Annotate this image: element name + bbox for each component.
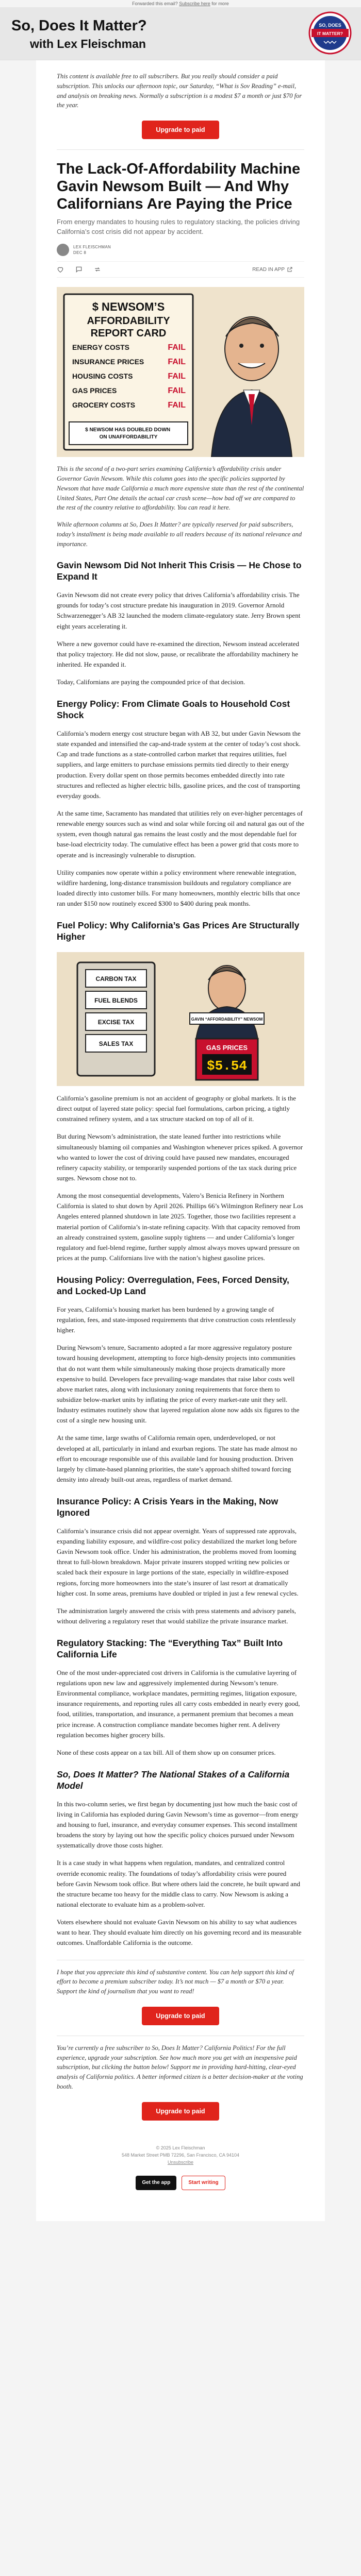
subscribe-link[interactable]: Subscribe here xyxy=(179,1,210,6)
section-heading: Housing Policy: Overregulation, Fees, Forced Density, and Locked-Up Land xyxy=(57,1275,289,1296)
hero-title-line2: AFFORDABILITY xyxy=(87,315,170,327)
comment-icon xyxy=(75,266,83,273)
body-paragraph: California’s gasoline premium is not an accident of geography or global markets. It is the direct output of layered state policy: special fuel formulations, carbon pricing, a tightly constrained refinery system, and a tax structure stacked on top of all of it. xyxy=(57,1094,296,1123)
section-heading: Insurance Policy: A Crisis Years in the Making, Now Ignored xyxy=(57,1496,278,1518)
body-paragraph: During Newsom’s tenure, Sacramento adopted a far more aggressive regulatory posture toward housing development, attempting to force high-density projects into communities that do not want them while simultaneously making those projects dramatically more expensive to build. Developers face prevailing-wage mandates that raise labor costs well above market rates, along with inclusionary zoning requirements that force them to subsidize below-market units by inflating the price of every market-rate unit they sell. Industry estimates routinely show that layered regulation alone now adds six figures to the cost of a single new housing unit. xyxy=(57,1344,300,1425)
read-in-app-label: READ IN APP xyxy=(252,266,285,273)
publication-logo xyxy=(308,11,352,55)
hero-bottom-line: $ NEWSOM HAS DOUBLED DOWN ON UNAFFORDABILITY xyxy=(85,427,171,440)
forward-text: Forwarded this email? xyxy=(132,1,178,6)
newsletter-header xyxy=(0,7,361,60)
footer-copyright: © 2025 Lex Fleischman xyxy=(156,2145,205,2150)
restack-icon xyxy=(94,266,101,273)
gas-board-label: GAS PRICES xyxy=(206,1043,248,1052)
fuel-illustration[interactable] xyxy=(57,952,304,1086)
body-paragraph: Today, Californians are paying the compounded price of that decision. xyxy=(57,678,245,686)
report-row-grade: FAIL xyxy=(168,358,186,367)
footer-address: 548 Market Street PMB 72296, San Francisco, CA 94104 xyxy=(121,2152,240,2158)
body-paragraph: Where a new governor could have re-examined the direction, Newsom instead accelerated that policy trajectory. He did not slow, pause, or recalibrate the affordability machinery he inherited. He expanded it. xyxy=(57,639,299,668)
upgrade-button-bottom[interactable]: Upgrade to paid xyxy=(142,2007,219,2025)
hero-title-line3: REPORT CARD xyxy=(90,328,167,340)
restack-button[interactable] xyxy=(94,266,103,273)
fuel-sign-excise: EXCISE TAX xyxy=(97,1018,135,1026)
heart-icon xyxy=(57,266,64,273)
unsubscribe-link[interactable]: Unsubscribe xyxy=(167,2160,194,2165)
fuel-banner: GAVIN “AFFORDABILITY” NEWSOM xyxy=(191,1016,263,1022)
report-row-grade: FAIL xyxy=(168,372,186,381)
gas-board-price: $5.54 xyxy=(206,1058,248,1074)
body-paragraph: None of these costs appear on a tax bill. All of them show up on consumer prices. xyxy=(57,1748,276,1756)
report-row-label: HOUSING COSTS xyxy=(72,372,133,381)
hero-illustration[interactable] xyxy=(57,287,304,457)
series-note: This is the second of a two-part series examining California’s affordability crisis under Governor Gavin Newsom. While this column goes into the specific policies supported by Newsom that have made California a much more expensive state than the rest of the continental United States, Part One details the actual car crash scene—how bad off we are compared to the rest of the country relative to affordability. You can read it here. xyxy=(57,465,304,512)
read-in-app-link[interactable] xyxy=(252,266,295,273)
forward-more-text: for more xyxy=(211,1,229,6)
email-body xyxy=(36,60,325,2221)
paid-note: While afternoon columns at So, Does It Matter? are typically reserved for paid subscribers, today’s installment is being made available to all readers because of its national relevance and importance. xyxy=(57,521,302,548)
article-headline[interactable]: The Lack-Of-Affordability Machine Gavin Newsom Built — And Why Californians Are Paying the Price xyxy=(57,161,301,213)
section-heading: Energy Policy: From Climate Goals to Household Cost Shock xyxy=(57,699,290,721)
byline xyxy=(57,244,304,256)
logo-top-text: SO, DOES xyxy=(319,23,341,28)
body-paragraph: The administration largely answered the crisis with press statements and advisory panels, without delivering a regulatory reset that would stabilize the private insurance market. xyxy=(57,1606,297,1625)
get-app-button[interactable]: Get the app xyxy=(136,2176,176,2190)
author-name[interactable]: LEX FLEISCHMAN xyxy=(73,244,111,249)
body-paragraph: Voters elsewhere should not evaluate Gavin Newsom on his ability to say what audiences want to hear. They should evaluate him directly on his governing record and its measurable outcomes. Unaffordable California is the outcome. xyxy=(57,1918,302,1947)
post-actions-bar xyxy=(57,261,304,278)
comment-button[interactable] xyxy=(75,266,85,273)
divider xyxy=(57,149,304,150)
body-paragraph: At the same time, large swaths of California remain open, underdeveloped, or not developed at all, particularly in inland and exurban regions. The state has made almost no effort to encourage responsible use of this available land for housing production. Driven largely by climate-based planning priorities, the state’s approach shifted toward forcing density into already built-out areas, regardless of market demand. xyxy=(57,1434,298,1483)
forward-bar xyxy=(0,0,361,7)
report-card-graphic xyxy=(57,287,304,457)
external-link-icon xyxy=(287,266,293,273)
article-sections xyxy=(57,560,304,1948)
email-footer xyxy=(36,2131,325,2172)
publication-title: So, Does It Matter? xyxy=(11,18,147,34)
app-links xyxy=(36,2172,325,2206)
intro-note: This content is available free to all subscribers. But you really should consider a paid subscription. This unlocks our afternoon topic, our Saturday, “What is Sov Reading” e-mail, and analysis on breaking news. Normally a subscription is a modest $7 a month or just $70 for the year. xyxy=(57,73,302,109)
report-row-label: ENERGY COSTS xyxy=(72,343,129,352)
body-paragraph: California’s modern energy cost structure began with AB 32, but under Gavin Newsom the state expanded and intensified the cap-and-trade system at the center of today’s cost shock. Cap and trade functions as a state-controlled carbon market that requires utilities, fuel suppliers, and large emitters to purchase emissions permits tied directly to their energy production. Every dollar spent on those permits becomes embedded directly into rate structures and reflected as higher electric bills, gasoline prices, and the cost of transporting everyday goods. xyxy=(57,729,301,800)
report-row-label: INSURANCE PRICES xyxy=(72,358,144,366)
upgrade-button-final[interactable]: Upgrade to paid xyxy=(142,2102,219,2121)
free-subscriber-note: You’re currently a free subscriber to So, Does It Matter? California Politics! For the full experience, upgrade your subscription. See how much more you get with an inexpensive paid subscription, but clicking the button below! Support me in providing hard-hitting, clear-eyed analysis of California politics. A better informed citizen is a better decision-maker at the voting booth. xyxy=(57,2044,303,2090)
body-paragraph: One of the most under-appreciated cost drivers in California is the cumulative layering of regulations upon new law and aggressively implemented during Newsom’s tenure. Environmental compliance, workplace mandates, permitting regimes, litigation exposure, insurance requirements, and reporting rules all carry costs embedded in nearly every good, food, utilities, transportation, and insurance, a permanent premium that becomes a mean price increase. A construction compliance mandate becomes higher rent. A delivery regulation becomes higher grocery bills. xyxy=(57,1668,300,1739)
author-avatar[interactable] xyxy=(57,244,69,256)
body-paragraph: But during Newsom’s administration, the state leaned further into restrictions while simultaneously blaming oil companies and Washington whenever prices spiked. A governor who wanted to lower the cost of driving could have paused new mandates, encouraged refinery capacity stability, or temporarily suspended portions of the tax stack during price surges. Newsom chose not to. xyxy=(57,1132,303,1182)
like-button[interactable] xyxy=(57,266,66,273)
body-paragraph: It is a case study in what happens when regulation, mandates, and centralized control override economic reality. The foundations of today’s affordability crisis were poured before Gavin Newsom took office. But where others laid the concrete, he built upward and the structure became too heavy for the middle class to carry. Now Newsom is asking a national electorate to evaluate him as a problem-solver. xyxy=(57,1859,300,1908)
body-paragraph: At the same time, Sacramento has mandated that utilities rely on ever-higher percentages of renewable energy sources such as wind and solar while forcing oil and natural gas out of the system, even though natural gas remains the least costly and the most dependable fuel for base-load electricity today. The cumulative effect has been a power grid that costs more to operate and is increasingly vulnerable to disruption. xyxy=(57,809,304,859)
fuel-sign-blends: FUEL BLENDS xyxy=(94,996,138,1004)
gas-price-graphic xyxy=(57,952,304,1086)
report-row-grade: FAIL xyxy=(168,343,186,352)
report-row-label: GAS PRICES xyxy=(72,386,117,395)
body-paragraph: In this two-column series, we first began by documenting just how much the basic cost of living in California has exploded during Gavin Newsom’s time as governor—from energy and housing to fuel, insurance, and everyday consumer expenses. This second installment broadens the story by laying out how the specific policy choices pursued under Newsom systematically drove those costs higher. xyxy=(57,1800,299,1850)
section-heading: So, Does It Matter? The National Stakes of a California Model xyxy=(57,1769,290,1791)
upgrade-button-top[interactable]: Upgrade to paid xyxy=(142,121,219,139)
section-heading: Gavin Newsom Did Not Inherit This Crisis — He Chose to Expand It xyxy=(57,560,302,582)
start-writing-button[interactable]: Start writing xyxy=(182,2176,225,2190)
body-paragraph: Among the most consequential developments, Valero’s Benicia Refinery in Northern California is slated to shut down by April 2026. Phillips 66’s Wilmington Refinery near Los Angeles entered planned shutdown in late 2025. Together, those two facilities represent a material portion of California’s in-state refining capacity. With that capacity removed from an already constrained system, gasoline supply tightens — and under California’s longer regulatory and fuel-blend regime, further supply almost always moves upward pressure on prices at the pump. Californians live with the nation’s highest gasoline prices. xyxy=(57,1192,303,1262)
logo-bottom-text: IT MATTER? xyxy=(317,31,343,36)
fuel-sign-carbon: CARBON TAX xyxy=(95,975,137,982)
fuel-sign-sales: SALES TAX xyxy=(99,1040,134,1047)
publish-date: DEC 8 xyxy=(73,250,87,256)
support-note: I hope that you appreciate this kind of substantive content. You can help support this kind of effort to become a premium subscriber today. It’s not much — $7 a month or $70 a year. Support the kind of journalism that you want to read! xyxy=(57,1968,294,1995)
body-paragraph: California’s insurance crisis did not appear overnight. Years of suppressed rate approvals, expanding liability exposure, and wildfire-cost policy destabilized the market long before Gavin Newsom took office. Under his administration, the problems moved from looming threat to full-blown breakdown. Major private insurers stopped writing new policies or scaled back their exposure in large portions of the state, especially in wildfire-exposed regions, forcing more homeowners into the state’s insurer of last resort at dramatically higher cost. In some areas, premiums have doubled or tripled in just a few renewal cycles. xyxy=(57,1527,299,1597)
hero-title-line1: $ NEWSOM’S xyxy=(92,300,165,314)
body-paragraph: For years, California’s housing market has been burdened by a growing tangle of regulation, fees, and state-imposed requirements that drive construction costs relentlessly higher. xyxy=(57,1305,296,1334)
section-heading: Fuel Policy: Why California’s Gas Prices Are Structurally Higher xyxy=(57,920,300,942)
section-heading: Regulatory Stacking: The “Everything Tax” Built Into California Life xyxy=(57,1638,283,1659)
report-row-label: GROCERY COSTS xyxy=(72,401,136,410)
report-row-grade: FAIL xyxy=(168,386,186,396)
body-paragraph: Gavin Newsom did not create every policy that drives California’s affordability crisis. The grounds for today’s cost structure predate his inauguration in 2019. Governor Arnold Schwarzenegger’s AB 32 launched the modern climate-regulatory state. Jerry Brown spent eight years accelerating it. xyxy=(57,591,301,630)
body-paragraph: Utility companies now operate within a policy environment where renewable integration, wildfire hardening, long-distance transmission buildouts and regulatory compliance are loaded directly into customer bills. For many homeowners, monthly electric bills that once ran under $150 now routinely exceed $300 to $400 during peak months. xyxy=(57,868,300,908)
article-subhead: From energy mandates to housing rules to regulatory stacking, the policies driving California’s cost crisis did not appear by accident. xyxy=(57,217,300,235)
publication-subtitle: with Lex Fleischman xyxy=(30,37,146,50)
report-row-grade: FAIL xyxy=(168,401,186,410)
